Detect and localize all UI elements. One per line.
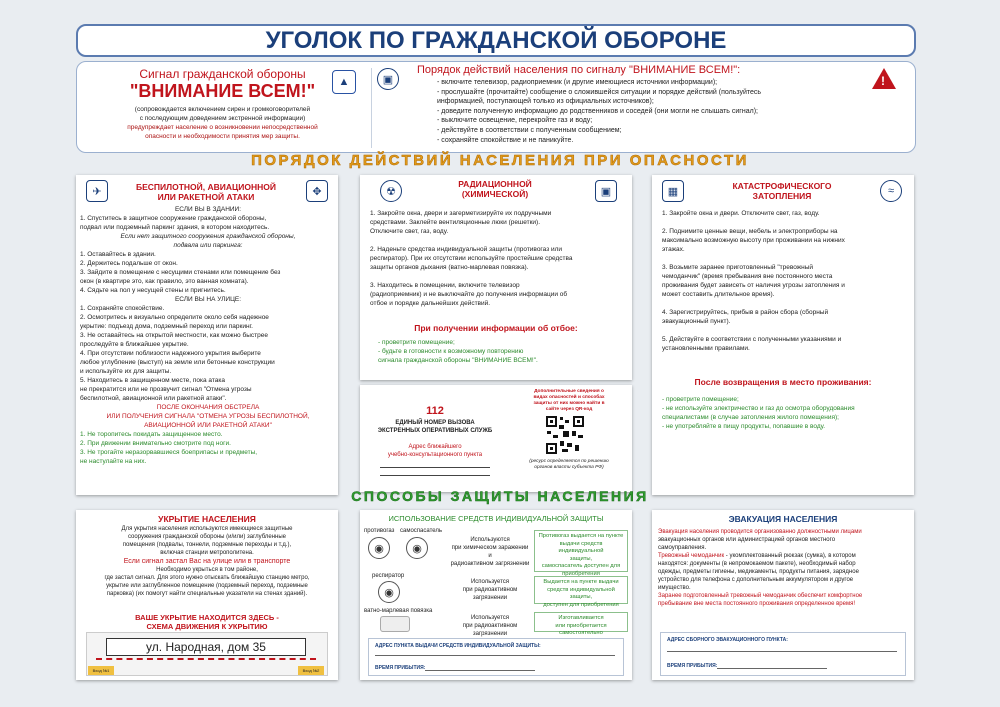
qr-source-1: (ресурс определяется по решению — [529, 459, 609, 464]
signal-step: - выключите освещение, перекройте газ и воду; — [437, 117, 593, 125]
signal-step: информацией, поступающей только из официальных источников); — [437, 98, 654, 106]
flood-line: 3. Возьмите заранее приготовленный "тревожный — [662, 264, 814, 271]
air-attack-card — [76, 175, 338, 495]
ppe-address-box — [368, 638, 624, 676]
evac-line: эвакуационных органов или администрацией органов местного — [658, 537, 836, 543]
gas-mask-icon: ☢ — [380, 180, 402, 202]
flood-line: 4. Зарегистрируйтесь, прибыв в район сбора (сборный — [662, 309, 829, 316]
signal-warn-2: опасности и необходимости принятия мер защиты. — [145, 133, 300, 140]
flood-heading-1: КАТАСТРОФИЧЕСКОГО — [732, 181, 832, 191]
air-line: любое углубление (выступ) на земле или бетонные конструкции — [80, 359, 275, 366]
ppe-address-line — [375, 655, 615, 656]
air-green-line: не настулайте на них. — [80, 458, 147, 465]
ppe-green-line: Изготавливается — [558, 615, 604, 621]
ppe-green-box-2 — [534, 576, 628, 608]
evac-line: одежды, предметы гигиены, медикаменты, продукты питания, зарядное — [658, 569, 859, 575]
building-icon: ▦ — [662, 180, 684, 202]
ppe-green-line: доступен для приобретения — [543, 601, 619, 608]
evac-time-line — [717, 668, 827, 669]
air-line: Если нет защитного сооружения гражданской обороны, — [120, 233, 296, 240]
signal-step: - доведите полученную информацию до родственников и соседей (они могли не слышать сигнал); — [437, 107, 758, 115]
rad-line: средствами. Заклейте вентиляционные люки (решетки). — [370, 219, 541, 226]
rad-green-line: - будьте в готовности к возможному повторению — [378, 348, 524, 355]
flood-icon: ≈ — [880, 180, 902, 202]
consult-point-1: Адрес ближайшего — [408, 444, 462, 450]
ppe-usage-line: Используется — [470, 579, 510, 585]
flood-heading-2: ЗАТОПЛЕНИЯ — [752, 191, 812, 201]
signal-big: "ВНИМАНИЕ ВСЕМ!" — [129, 81, 316, 101]
shelter-line: парковка) (их помогут найти специальные указатели на стенах зданий). — [106, 591, 308, 597]
air-green-line: 3. Не трогайте неразорвавшиеся боеприпасы и предметы, — [80, 449, 258, 456]
signal-procedure-title: Порядок действий населения по сигналу "ВНИМАНИЕ ВСЕМ!": — [417, 64, 741, 76]
evac-red-line: пребывание вне места постоянного проживания определенное время! — [658, 601, 855, 607]
rad-heading-2: (ХИМИЧЕСКОЙ) — [461, 189, 529, 199]
ppe-usage-3 — [450, 614, 530, 638]
drone-icon: ✥ — [306, 180, 328, 202]
shelter-line: помещения (подвалы, тоннели, подземные переходы и т.д.), — [122, 542, 292, 548]
air-after: АВИАЦИОННОЙ ИЛИ РАКЕТНОЙ АТАКИ" — [144, 422, 272, 429]
ppe-usage-line: радиоактивном загрязнении — [450, 561, 530, 567]
rad-line: респиратор). При их отсутствии используйте простейшие средства — [370, 255, 573, 262]
radio-tv-icon: ▣ — [377, 68, 399, 90]
air-line: и используйте их для защиты. — [80, 368, 172, 375]
air-after: ИЛИ ПОЛУЧЕНИЯ СИГНАЛА "ОТМЕНА УГРОЗЫ БЕСПИЛОТНОЙ, — [106, 413, 310, 420]
evac-time-label: ВРЕМЯ ПРИБЫТИЯ: — [667, 663, 718, 669]
air-line: не прекратится или не прозвучит сигнал "Отмена угрозы — [80, 386, 252, 393]
emergency-card — [360, 385, 632, 492]
qr-source — [510, 459, 628, 471]
rad-line: Отключите свет, газ, воду. — [370, 228, 449, 235]
plane-icon: ✈ — [86, 180, 108, 202]
flood-text — [662, 209, 910, 353]
evac-address-box — [660, 632, 906, 676]
ppe-green-line: защиты, — [569, 555, 593, 562]
evacuation-card — [652, 510, 914, 680]
ppe-band-label: ватно-марлевая повязка — [364, 608, 433, 614]
signal-divider — [371, 68, 372, 148]
air-heading-2: ИЛИ РАКЕТНОЙ АТАКИ — [157, 192, 255, 202]
flood-green-line: - не используйте электричество и газ до осмотра оборудования — [662, 405, 855, 412]
air-line: укрытие: подъезд дома, подземный переход или паркинг. — [80, 323, 253, 330]
evac-bag-term: Тревожный чемоданчик — [658, 553, 725, 559]
qr-caption-2: видах опасностей и способах — [533, 395, 605, 400]
evac-line: Эвакуация населения проводится организованно должностными лицами — [658, 529, 862, 535]
signal-steps — [437, 78, 857, 145]
ppe-gas-label: противогаз — [364, 528, 395, 534]
ppe-green-line: самоспасатель доступен для — [541, 563, 621, 569]
evac-text — [658, 528, 910, 608]
signal-step: - сохраняйте спокойствие и не паникуйте. — [437, 136, 574, 144]
flood-card — [652, 175, 914, 495]
shelter-here — [76, 613, 338, 631]
shelter-card — [76, 510, 338, 680]
ppe-green-line: приобретения — [562, 570, 600, 577]
warning-icon-mark: ! — [881, 74, 885, 88]
evac-line: находятся: документы (в непромокаемом пакете), необходимый набор — [658, 561, 856, 567]
rad-line: защиты органов дыхания (ватно-марлевая повязка). — [370, 264, 529, 271]
ppe-green-line: средств индивидуальной защиты, — [547, 586, 615, 600]
shelter-heading: УКРЫТИЕ НАСЕЛЕНИЯ — [158, 514, 256, 524]
air-attack-heading — [106, 182, 306, 202]
page-title — [76, 24, 916, 57]
signal-panel — [76, 61, 916, 153]
emergency-number: 112 — [426, 405, 444, 417]
rad-green-line: сигнала гражданской обороны "ВНИМАНИЕ ВСЕМ!". — [378, 357, 538, 364]
rad-green-text — [378, 338, 628, 365]
air-outside: ЕСЛИ ВЫ НА УЛИЦЕ: — [174, 296, 242, 303]
radiation-heading — [410, 179, 580, 199]
flood-green-line: - не употребляйте в пищу продукты, попавшие в воду. — [662, 423, 826, 430]
ppe-time-line — [425, 670, 535, 671]
flood-line: проживания будет зависеть от наличия угрозы затопления и — [662, 282, 845, 289]
gauze-bandage-icon — [380, 616, 410, 632]
shelter-line: где застал сигнал. Для этого нужно отыскать ближайшую станцию метро, — [104, 575, 310, 581]
flood-heading — [692, 181, 872, 201]
dosimeter-icon: ▣ — [595, 180, 617, 202]
rad-line: 2. Наденьте средства индивидуальной защиты (противогаз или — [370, 246, 563, 253]
qr-caption-1: Дополнительные сведения о — [534, 389, 604, 394]
signal-title: Сигнал гражданской обороны — [139, 67, 306, 81]
radiation-card — [360, 175, 632, 380]
evac-heading: ЭВАКУАЦИЯ НАСЕЛЕНИЯ — [728, 514, 838, 524]
rad-line: 3. Находитесь в помещении, включите телевизор — [370, 282, 520, 289]
evac-red-line: Заранее подготовленный тревожный чемоданчик обеспечит комфортное — [658, 593, 863, 599]
rad-line: (радиоприемник) и не выключайте до получения информации об — [370, 291, 568, 298]
ppe-usage-line: при радиоактивном — [462, 623, 518, 629]
shelter-here-2: СХЕМА ДВИЖЕНИЯ К УКРЫТИЮ — [146, 622, 268, 631]
rad-green-line: - проветрите помещение; — [378, 339, 455, 346]
shelter-street: ул. Народная, дом 35 — [106, 638, 306, 656]
respirator-icon: ◉ — [378, 581, 400, 603]
consult-line — [380, 475, 490, 476]
qr-source-2: органов власти субъекта РФ) — [534, 465, 604, 470]
emergency-label — [370, 419, 500, 435]
air-after: ПОСЛЕ ОКОНЧАНИЯ ОБСТРЕЛА — [156, 404, 260, 411]
ppe-green-line: выдачи средств индивидуальной — [558, 540, 604, 554]
ppe-green-line: Выдается на пункте выдачи — [543, 579, 619, 585]
flood-line: эвакуационный пункт). — [662, 318, 731, 325]
ppe-usage-line: загрязнении — [472, 631, 508, 637]
consult-point — [370, 443, 500, 459]
ppe-card — [360, 510, 632, 680]
rad-line: отбое и порядке дальнейших действий. — [370, 300, 491, 307]
air-line: подвал или подземный паркинг здания, в котором находитесь. — [80, 224, 270, 231]
flood-line: может составить длительное время). — [662, 291, 775, 298]
ppe-green-box-3 — [534, 612, 628, 636]
self-rescuer-icon: ◉ — [406, 537, 428, 559]
evac-line: самоуправления. — [658, 545, 707, 551]
flood-line: 1. Закройте окна и двери. Отключите свет, газ, воду. — [662, 210, 820, 217]
shelter-line: Для укрытия населения используются имеющиеся защитные — [121, 526, 293, 532]
ppe-resp-label: респиратор — [372, 573, 405, 579]
flood-line: 5. Действуйте в соответствии с полученными указаниями и — [662, 336, 842, 343]
shelter-route — [96, 658, 316, 666]
ppe-green-box-1 — [534, 530, 628, 577]
flood-green-text — [662, 395, 912, 431]
ppe-usage-line: при химическом заражении и — [451, 545, 529, 559]
ppe-usage-line: Используется — [470, 615, 510, 621]
evac-bag-def: - укомплектованный рюкзак (сумка), в котором — [724, 553, 856, 559]
air-line: 4. При отсутствии поблизости надежного укрытия выберите — [80, 350, 261, 357]
air-heading-1: БЕСПИЛОТНОЙ, АВИАЦИОННОЙ — [136, 182, 276, 192]
signal-desc — [85, 105, 360, 141]
shelter-line: укрытие или заглубленное помещение (подземный переход, подземные — [106, 583, 308, 589]
emergency-label-2: ЭКСТРЕННЫХ ОПЕРАТИВНЫХ СЛУЖБ — [377, 428, 493, 434]
air-line: 3. Зайдите в помещение с несущими стенами или помещение без — [80, 269, 281, 276]
flood-red-heading: После возвращения в место проживания: — [694, 377, 872, 387]
qr-caption-4: сайте через QR-код — [545, 407, 593, 412]
air-line: проследуйте в ближайшее укрытие. — [80, 341, 189, 348]
air-in-building: ЕСЛИ ВЫ В ЗДАНИИ: — [174, 206, 242, 213]
shelter-red: Если сигнал застал Вас на улице или в транспорте — [123, 558, 291, 565]
shelter-line: сооружения гражданской обороны (и/или) заглубленные — [127, 534, 287, 540]
shelter-here-1: ВАШЕ УКРЫТИЕ НАХОДИТСЯ ЗДЕСЬ - — [135, 613, 279, 622]
signal-warn-1: предупреждает население о возникновении непосредственной — [127, 124, 318, 131]
flood-line: чемоданчик" (время пребывания вне постоянного места — [662, 273, 833, 280]
ppe-heading: ИСПОЛЬЗОВАНИЕ СРЕДСТВ ИНДИВИДУАЛЬНОЙ ЗАЩИТЫ — [388, 514, 604, 523]
air-line: 2. Осмотритесь и визуально определите около себя надежное — [80, 314, 269, 321]
rad-heading-1: РАДИАЦИОННОЙ — [458, 179, 532, 189]
signal-step: - включите телевизор, радиоприемник (и другие имеющиеся источники информации); — [437, 79, 718, 86]
air-line: 1. Сохраняйте спокойствие. — [80, 305, 165, 312]
air-green-line: 1. Не торопитесь покидать защищенное место. — [80, 431, 223, 438]
shelter-entry-1: Вход №1 — [88, 666, 114, 675]
signal-step: - действуйте в соответствии с полученным сообщением; — [437, 126, 622, 134]
signal-step: - прослушайте (прочитайте) сообщение о сложившейся ситуации и порядке действий (пользуйтесь — [437, 88, 762, 96]
evac-address-label: АДРЕС СБОРНОГО ЭВАКУАЦИОННОГО ПУНКТА: — [667, 637, 788, 643]
shelter-line: Необходимо укрыться в том районе, — [156, 567, 258, 573]
air-green-line: 2. При движении внимательно смотрите под ноги. — [80, 440, 231, 447]
signal-desc-1: (сопровождается включением сирен и громкоговорителей — [134, 106, 311, 113]
section-danger-title: ПОРЯДОК ДЕЙСТВИЙ НАСЕЛЕНИЯ ПРИ ОПАСНОСТИ — [251, 152, 749, 169]
air-line: окон (в квартире это, как правило, это ванная комната). — [80, 278, 249, 285]
shelter-text — [80, 525, 334, 598]
ppe-green-line: Противогаз выдается на пункте — [538, 533, 624, 539]
consult-point-2: учебно-консультационного пункта — [387, 452, 483, 458]
air-line: 1. Спуститесь в защитное сооружение гражданской обороны, — [80, 215, 267, 222]
qr-caption-3: защиты от них можно найти в — [533, 401, 605, 406]
flood-line: максимально возможную высоту при проживании на нижних — [662, 237, 845, 244]
evac-address-line — [667, 651, 897, 652]
emergency-label-1: ЕДИНЫЙ НОМЕР ВЫЗОВА — [395, 420, 475, 426]
air-line: 4. Сядьте на пол у несущей стены и пригнитесь. — [80, 287, 226, 294]
evac-line: устройство для телефона с дополнительным аккумулятором и другое — [658, 577, 854, 583]
rad-line: 1. Закройте окна, двери и загерметизируйте их подручными — [370, 210, 552, 217]
flood-line: этажах. — [662, 246, 685, 253]
air-line: 5. Находитесь в защищенном месте, пока атака — [80, 377, 225, 384]
air-line: 1. Оставайтесь в здании. — [80, 251, 156, 258]
consult-line — [380, 467, 490, 468]
ppe-usage-line: Используются — [470, 537, 510, 543]
ppe-usage-2 — [450, 578, 530, 602]
shelter-entry-2: Вход №2 — [298, 666, 324, 675]
shelter-line: включая станции метрополитена. — [160, 550, 254, 556]
qr-caption — [510, 389, 628, 413]
flood-line: 2. Поднимите ценные вещи, мебель и электроприборы на — [662, 228, 838, 235]
ppe-usage-line: при радиоактивном — [462, 587, 518, 593]
section-protect-title: СПОСОБЫ ЗАЩИТЫ НАСЕЛЕНИЯ — [351, 488, 649, 504]
flood-green-line: - проветрите помещение; — [662, 396, 739, 403]
air-line: 2. Держитесь подальше от окон. — [80, 260, 178, 267]
air-line: подвала или паркинга: — [173, 242, 243, 249]
radiation-text — [370, 209, 628, 308]
rad-red-heading: При получении информации об отбое: — [414, 323, 578, 333]
ppe-address-label: АДРЕС ПУНКТА ВЫДАЧИ СРЕДСТВ ИНДИВИДУАЛЬНОЙ ЗАЩИТЫ: — [375, 643, 541, 649]
flood-line: установленными правилами. — [662, 345, 750, 352]
ppe-usage-1 — [450, 536, 530, 568]
page-title-text: УГОЛОК ПО ГРАЖДАНСКОЙ ОБОРОНЕ — [265, 27, 727, 54]
siren-icon: ▲ — [332, 70, 356, 94]
signal-desc-2: с последующим доведением экстренной информации) — [139, 115, 306, 122]
air-line: беспилотной, авиационной или ракетной атаки". — [80, 395, 227, 402]
evac-line: имущество. — [658, 585, 691, 591]
ppe-time-label: ВРЕМЯ ПРИБЫТИЯ: — [375, 665, 426, 671]
ppe-green-line: или приобретается самостоятельно — [555, 622, 607, 636]
qr-code-icon[interactable] — [545, 415, 585, 455]
ppe-usage-line: загрязнении — [472, 595, 508, 601]
air-attack-text — [80, 205, 336, 466]
air-line: 3. Не оставайтесь на открытой местности, как можно быстрее — [80, 332, 268, 339]
gas-mask-icon: ◉ — [368, 537, 390, 559]
ppe-self-label: самоспасатель — [400, 528, 443, 534]
flood-green-line: специалистами (в случае затопления жилого помещения); — [662, 414, 839, 421]
